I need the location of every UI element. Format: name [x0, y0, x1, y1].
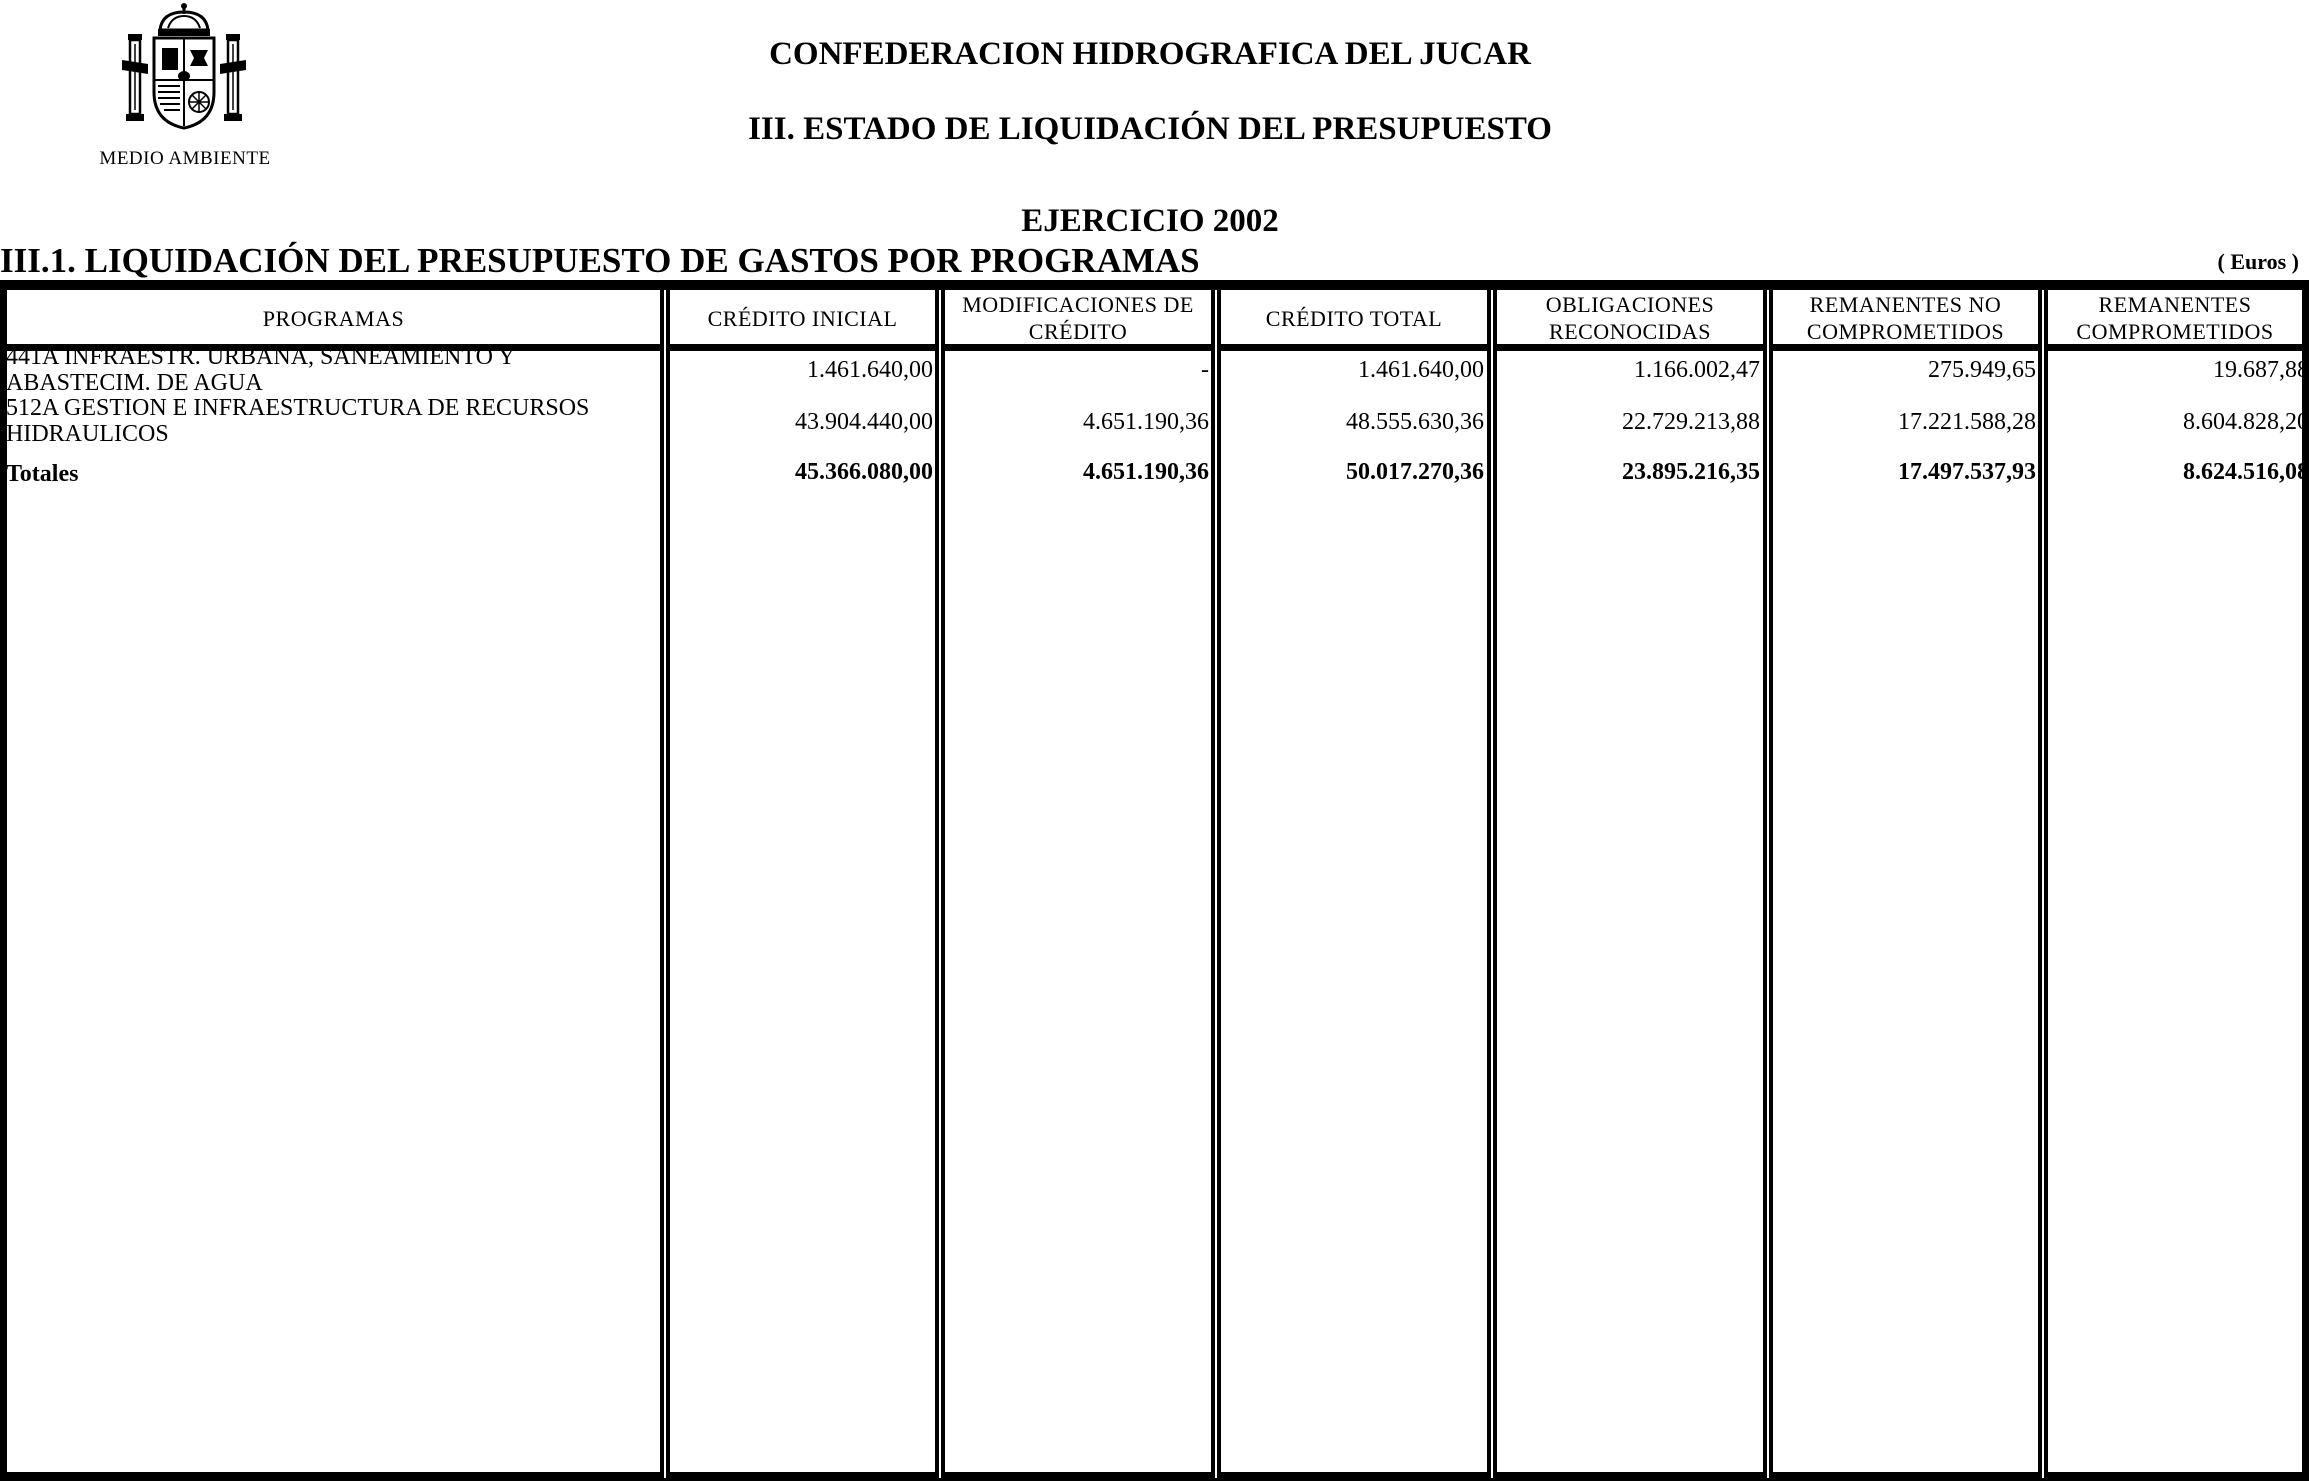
fiscal-year-label: EJERCICIO 2002 [1021, 203, 1279, 239]
column-header-credito-inicial: CRÉDITO INICIAL [707, 305, 898, 331]
cell-remanentes-comprometidos: 19.687,88 [2213, 357, 2309, 383]
column-divider [1487, 290, 1497, 1478]
column-divider [660, 290, 670, 1478]
report-title: III. ESTADO DE LIQUIDACIÓN DEL PRESUPUESTO [748, 111, 1552, 147]
total-remanentes-comprometidos: 8.624.516,08 [2183, 459, 2309, 485]
column-divider [2038, 290, 2048, 1478]
program-name-line: ABASTECIM. DE AGUA [6, 370, 263, 396]
column-divider [1763, 290, 1773, 1478]
total-remanentes-no-comprometidos: 17.497.537,93 [1898, 459, 2036, 485]
program-name-line: HIDRAULICOS [6, 421, 169, 447]
cell-remanentes-no-comprometidos: 275.949,65 [1928, 357, 2036, 383]
program-name-line: 512A GESTION E INFRAESTRUCTURA DE RECURSOS [6, 395, 590, 421]
cell-credito-total: 1.461.640,00 [1358, 357, 1484, 383]
column-divider [935, 290, 945, 1478]
organization-title: CONFEDERACION HIDROGRAFICA DEL JUCAR [769, 36, 1531, 72]
cell-modificaciones: 4.651.190,36 [1083, 409, 1209, 435]
ministry-label: MEDIO AMBIENTE [99, 148, 271, 169]
section-title: III.1. LIQUIDACIÓN DEL PRESUPUESTO DE GASTOS POR PROGRAMAS [0, 241, 1200, 280]
cell-credito-inicial: 43.904.440,00 [795, 409, 933, 435]
cell-obligaciones: 1.166.002,47 [1634, 357, 1760, 383]
column-header-remanentes-no-comprometidos: REMANENTES NO COMPROMETIDOS [1806, 292, 2005, 344]
program-name-line: 441A INFRAESTR. URBANA, SANEAMIENTO Y [6, 344, 516, 370]
table-row-program-name [6, 344, 656, 396]
totals-label: Totales [6, 461, 79, 487]
column-header-modificaciones: MODIFICACIONES DE CRÉDITO [962, 292, 1194, 344]
cell-credito-total: 48.555.630,36 [1346, 409, 1484, 435]
cell-modificaciones: - [1201, 357, 1209, 383]
coat-of-arms-icon [118, 0, 250, 132]
table-header-top-rule [0, 286, 2309, 290]
total-modificaciones: 4.651.190,36 [1083, 459, 1209, 485]
cell-credito-inicial: 1.461.640,00 [807, 357, 933, 383]
column-header-credito-total: CRÉDITO TOTAL [1265, 305, 1443, 331]
column-header-obligaciones: OBLIGACIONES RECONOCIDAS [1545, 292, 1715, 344]
column-header-remanentes-comprometidos: REMANENTES COMPROMETIDOS [2076, 292, 2274, 344]
total-credito-inicial: 45.366.080,00 [795, 459, 933, 485]
column-header-programas: PROGRAMAS [262, 305, 405, 331]
cell-remanentes-comprometidos: 8.604.828,20 [2183, 409, 2309, 435]
cell-obligaciones: 22.729.213,88 [1622, 409, 1760, 435]
total-credito-total: 50.017.270,36 [1346, 459, 1484, 485]
column-divider [1211, 290, 1221, 1478]
cell-remanentes-no-comprometidos: 17.221.588,28 [1898, 409, 2036, 435]
total-obligaciones: 23.895.216,35 [1622, 459, 1760, 485]
table-row-program-name [6, 395, 656, 447]
currency-units-label: ( Euros ) [2217, 249, 2299, 274]
